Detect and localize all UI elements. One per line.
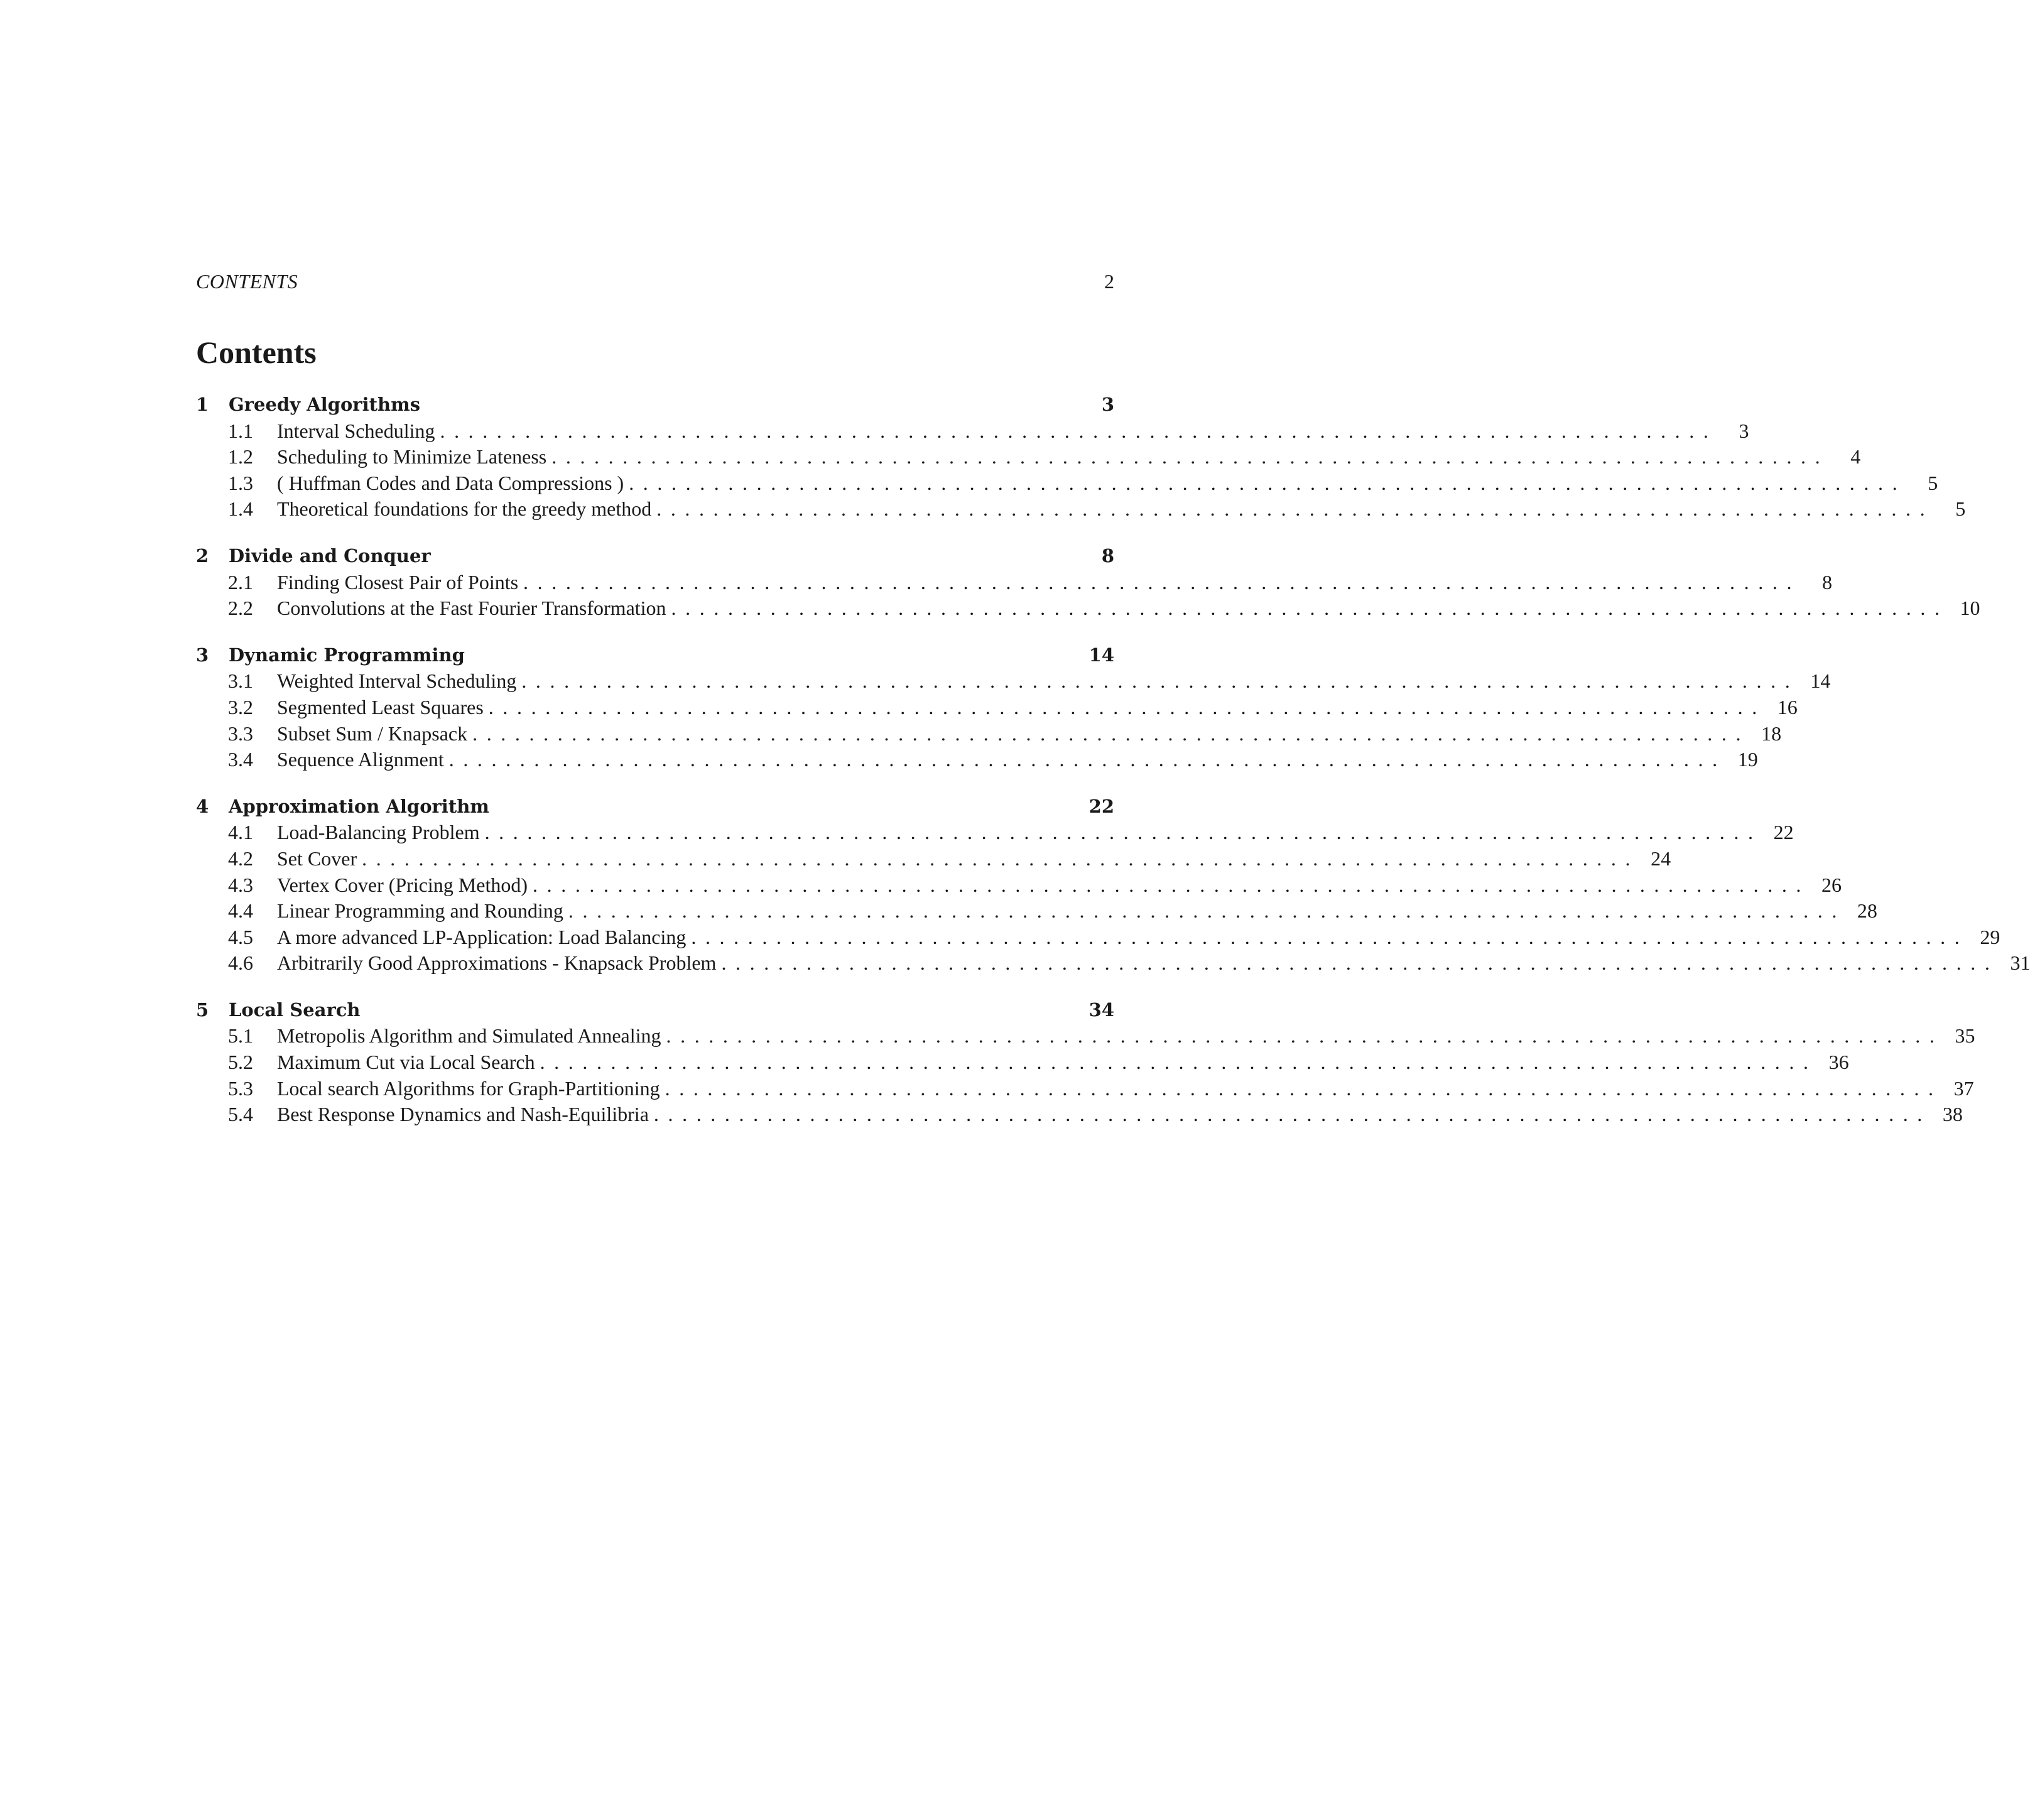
section-number: 4.2 xyxy=(228,847,253,870)
section-page-number: 5 xyxy=(1955,497,1966,521)
section-number: 3.4 xyxy=(228,748,253,771)
section-number: 1.3 xyxy=(228,471,253,494)
toc-section-entry[interactable] xyxy=(196,1049,1849,1076)
section-number: 1.1 xyxy=(228,419,253,442)
section-number: 5.3 xyxy=(228,1076,253,1100)
toc-chapter xyxy=(196,997,1975,1128)
toc-section-entry[interactable] xyxy=(196,846,1671,872)
toc-chapter xyxy=(196,642,1831,773)
section-page-number: 5 xyxy=(1928,471,1938,494)
section-title: Metropolis Algorithm and Simulated Annealing xyxy=(277,1024,661,1048)
section-page-number: 35 xyxy=(1955,1024,1975,1048)
section-title: Theoretical foundations for the greedy method xyxy=(277,497,652,521)
section-page-number: 24 xyxy=(1651,847,1671,870)
toc-chapter xyxy=(196,543,1980,622)
chapter-page-number: 14 xyxy=(1088,644,1114,666)
section-title: Maximum Cut via Local Search xyxy=(277,1051,535,1074)
running-header xyxy=(196,270,1114,293)
section-number: 5.2 xyxy=(228,1051,253,1074)
section-title: Convolutions at the Fast Fourier Transformation xyxy=(277,597,666,620)
dot-leader: .......................................................................................... xyxy=(629,471,1907,494)
toc-section-entry[interactable] xyxy=(196,820,1794,846)
section-title: Segmented Least Squares xyxy=(277,695,484,718)
toc-section-entry[interactable] xyxy=(196,444,1861,470)
toc-section-entry[interactable] xyxy=(196,470,1938,497)
section-title: Set Cover xyxy=(277,847,357,870)
section-page-number: 4 xyxy=(1850,445,1861,469)
dot-leader: .......................................................................................... xyxy=(551,445,1830,469)
section-number: 3.2 xyxy=(228,695,253,718)
chapter-page-number: 3 xyxy=(1101,394,1114,415)
dot-leader: .......................................................................................... xyxy=(691,925,1969,948)
chapter-number: 2 xyxy=(196,544,209,566)
section-page-number: 38 xyxy=(1942,1103,1963,1126)
section-title: Scheduling to Minimize Lateness xyxy=(277,445,547,469)
section-page-number: 10 xyxy=(1960,597,1980,620)
section-number: 1.2 xyxy=(228,445,253,469)
chapter-title: Greedy Algorithms xyxy=(229,394,421,415)
chapter-title: Local Search xyxy=(229,999,361,1021)
chapter-number: 5 xyxy=(196,999,209,1021)
dot-leader: .......................................................................................... xyxy=(448,748,1727,771)
dot-leader: .......................................................................................... xyxy=(568,899,1846,923)
dot-leader: .......................................................................................... xyxy=(523,570,1801,593)
chapter-page-number: 34 xyxy=(1088,999,1114,1021)
toc-section-entry[interactable] xyxy=(196,570,1833,596)
dot-leader: .......................................................................................... xyxy=(540,1051,1818,1074)
section-title: ( Huffman Codes and Data Compressions ) xyxy=(277,471,624,494)
toc-section-entry[interactable] xyxy=(196,924,2000,951)
toc-section-entry[interactable] xyxy=(196,898,1877,924)
chapter-number: 4 xyxy=(196,795,209,817)
section-page-number: 18 xyxy=(1761,722,1782,745)
toc-chapter-entry[interactable] xyxy=(196,642,1114,669)
toc-section-entry[interactable] xyxy=(196,595,1980,622)
running-header-page-number: 2 xyxy=(1104,270,1114,293)
section-page-number: 3 xyxy=(1739,419,1749,442)
toc-section-entry[interactable] xyxy=(196,872,1842,899)
section-number: 3.3 xyxy=(228,722,253,745)
section-number: 1.4 xyxy=(228,497,253,521)
toc-section-entry[interactable] xyxy=(196,695,1798,721)
section-title: Weighted Interval Scheduling xyxy=(277,669,517,693)
document-page xyxy=(196,0,2030,1820)
section-number: 2.1 xyxy=(228,570,253,593)
dot-leader: .......................................................................................... xyxy=(488,695,1766,718)
chapter-title: Dynamic Programming xyxy=(229,644,465,666)
section-page-number: 22 xyxy=(1773,821,1794,844)
section-page-number: 28 xyxy=(1857,899,1877,923)
section-title: Linear Programming and Rounding xyxy=(277,899,563,923)
toc-section-entry[interactable] xyxy=(196,950,2030,977)
dot-leader: .......................................................................................... xyxy=(666,1024,1944,1048)
chapter-page-number: 8 xyxy=(1101,544,1114,566)
dot-leader: .......................................................................................... xyxy=(533,873,1811,896)
section-page-number: 36 xyxy=(1828,1051,1849,1074)
section-number: 4.6 xyxy=(228,951,253,975)
dot-leader: .......................................................................................... xyxy=(472,722,1750,745)
section-title: Subset Sum / Knapsack xyxy=(277,722,468,745)
section-page-number: 29 xyxy=(1980,925,2000,948)
toc-section-entry[interactable] xyxy=(196,747,1758,773)
toc-section-entry[interactable] xyxy=(196,1102,1963,1128)
dot-leader: .......................................................................................... xyxy=(521,669,1799,693)
table-of-contents xyxy=(196,392,2030,1149)
section-page-number: 31 xyxy=(2010,951,2030,975)
section-page-number: 16 xyxy=(1777,695,1798,718)
chapter-page-number: 22 xyxy=(1088,795,1114,817)
section-title: Vertex Cover (Pricing Method) xyxy=(277,873,528,896)
dot-leader: .......................................................................................... xyxy=(656,497,1935,521)
toc-title: Contents xyxy=(196,335,317,370)
section-number: 4.4 xyxy=(228,899,253,923)
section-title: A more advanced LP-Application: Load Balancing xyxy=(277,925,687,948)
section-title: Arbitrarily Good Approximations - Knapsack Problem xyxy=(277,951,717,975)
dot-leader: .......................................................................................... xyxy=(721,951,1999,975)
dot-leader: .......................................................................................... xyxy=(671,597,1949,620)
section-title: Best Response Dynamics and Nash-Equilibria xyxy=(277,1103,649,1126)
dot-leader: .......................................................................................... xyxy=(440,419,1718,442)
section-title: Local search Algorithms for Graph-Partitioning xyxy=(277,1076,660,1100)
running-header-title: CONTENTS xyxy=(196,270,298,293)
dot-leader: .......................................................................................... xyxy=(665,1076,1943,1100)
toc-chapter-entry[interactable] xyxy=(196,543,1114,570)
toc-section-entry[interactable] xyxy=(196,668,1831,695)
section-number: 4.5 xyxy=(228,925,253,948)
dot-leader: .......................................................................................... xyxy=(362,847,1640,870)
dot-leader: .......................................................................................... xyxy=(484,821,1762,844)
toc-section-entry[interactable] xyxy=(196,1023,1975,1049)
section-number: 4.3 xyxy=(228,873,253,896)
toc-chapter-entry[interactable] xyxy=(196,794,1114,820)
section-number: 5.4 xyxy=(228,1103,253,1126)
section-number: 3.1 xyxy=(228,669,253,693)
toc-section-entry[interactable] xyxy=(196,418,1749,445)
section-title: Interval Scheduling xyxy=(277,419,435,442)
section-page-number: 14 xyxy=(1810,669,1831,693)
toc-chapter-entry[interactable] xyxy=(196,392,1114,418)
section-page-number: 19 xyxy=(1737,748,1758,771)
chapter-title: Approximation Algorithm xyxy=(229,795,489,817)
section-title: Finding Closest Pair of Points xyxy=(277,570,519,593)
section-page-number: 8 xyxy=(1822,570,1833,593)
section-title: Load-Balancing Problem xyxy=(277,821,480,844)
toc-section-entry[interactable] xyxy=(196,1076,1974,1102)
section-page-number: 37 xyxy=(1953,1076,1974,1100)
toc-chapter xyxy=(196,794,2030,977)
section-number: 4.1 xyxy=(228,821,253,844)
section-number: 5.1 xyxy=(228,1024,253,1048)
toc-section-entry[interactable] xyxy=(196,496,1966,523)
section-number: 2.2 xyxy=(228,597,253,620)
chapter-number: 1 xyxy=(196,394,209,415)
chapter-title: Divide and Conquer xyxy=(229,544,431,566)
section-title: Sequence Alignment xyxy=(277,748,444,771)
toc-section-entry[interactable] xyxy=(196,721,1782,747)
chapter-number: 3 xyxy=(196,644,209,666)
toc-chapter xyxy=(196,392,1966,523)
section-page-number: 26 xyxy=(1821,873,1842,896)
toc-chapter-entry[interactable] xyxy=(196,997,1114,1024)
dot-leader: .......................................................................................... xyxy=(653,1103,1931,1126)
